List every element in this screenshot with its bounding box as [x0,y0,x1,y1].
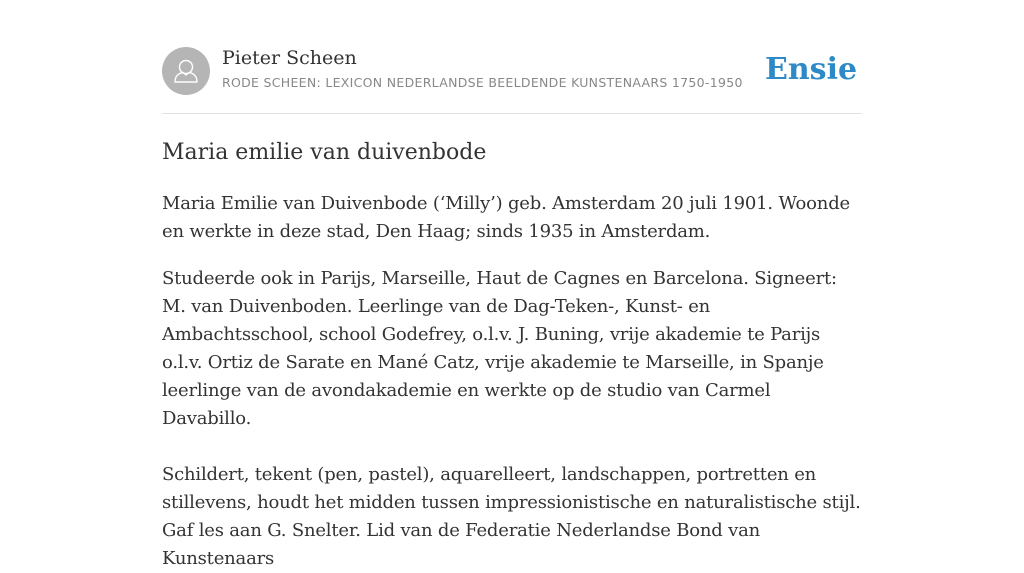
author-name[interactable]: Pieter Scheen [222,47,357,69]
article-title: Maria emilie van duivenbode [162,140,487,165]
author-avatar[interactable] [162,47,210,95]
article-body [162,138,862,573]
ensie-logo[interactable]: Ensie [765,52,858,87]
header-divider [162,113,862,114]
article-paragraph: Maria Emilie van Duivenbode (‘Milly’) geb. Amsterdam 20 juli 1901. Woonde en werkte in deze stad, Den Haag; sinds 1935 in Amsterdam. [162,193,850,242]
source-title[interactable]: RODE SCHEEN: LEXICON NEDERLANDSE BEELDENDE KUNSTENAARS 1750-1950 [222,75,743,90]
article-paragraph: Studeerde ook in Parijs, Marseille, Haut de Cagnes en Barcelona. Signeert: M. van Duivenboden. Leerlinge van de Dag-Teken-, Kunst- en Ambachtsschool, school Godefrey, o.l.v. J. Buning, vrije akademie te Parijs o.l.v. Ortiz de Sarate en Mané Catz, vrije akademie te Marseille, in Spanje leerlinge van de avondakademie en werkte op de studio van Carmel Davabillo. [162,268,837,429]
article-header [162,46,862,96]
article-paragraph: Schildert, tekent (pen, pastel), aquarelleert, landschappen, portretten en stillevens, houdt het midden tussen impressionistische en naturalistische stijl. Gaf les aan G. Snelter. Lid van de Federatie Nederlandse Bond van Kunstenaars [162,464,861,569]
user-silhouette-icon [162,47,210,95]
